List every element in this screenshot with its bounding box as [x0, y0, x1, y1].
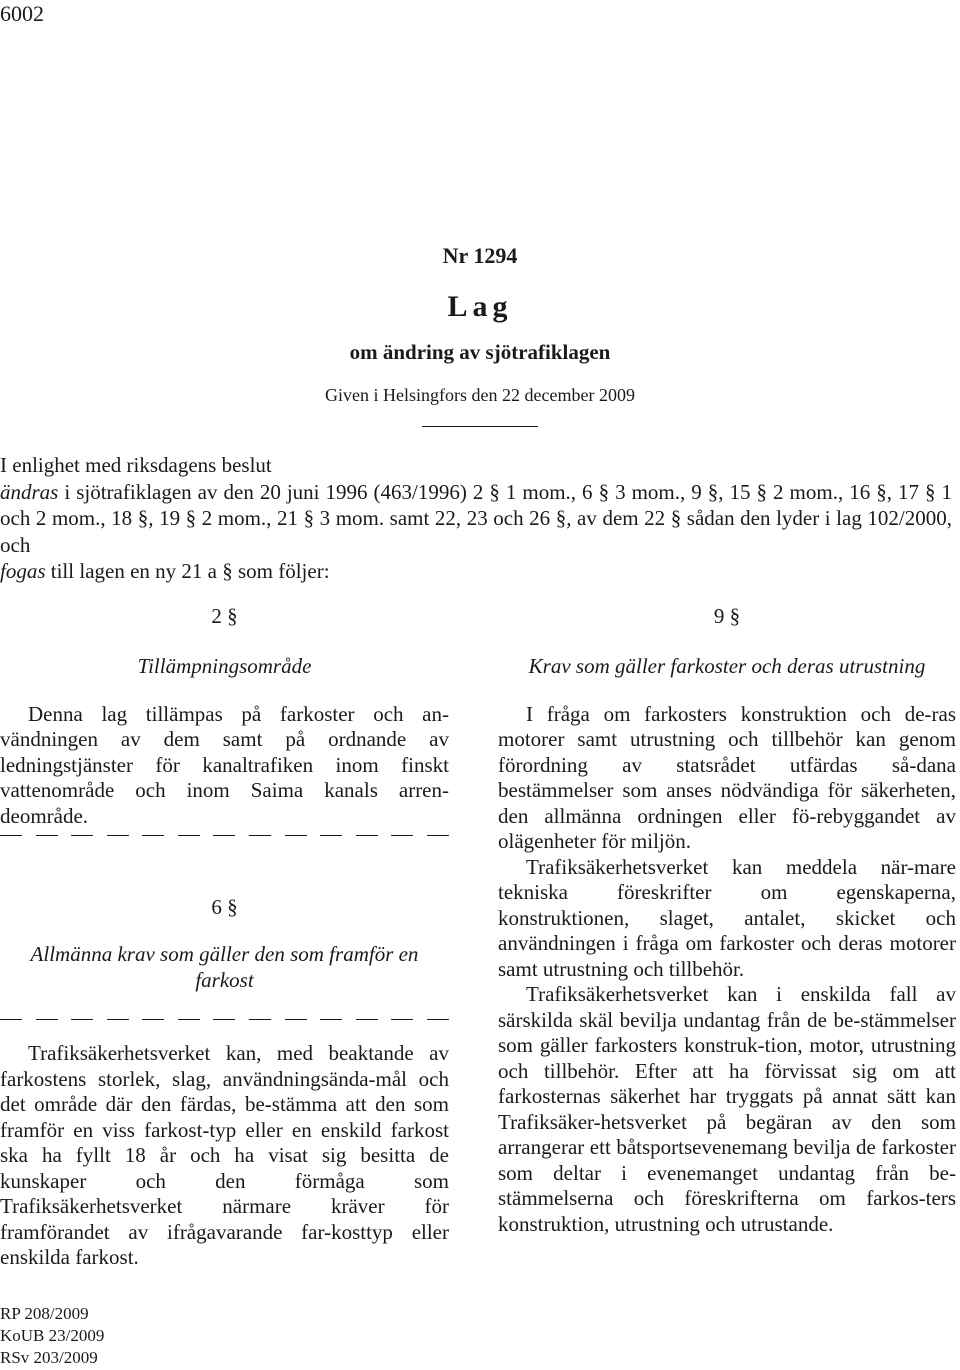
- section-2-number: 2 §: [211, 604, 238, 628]
- preamble-fogas: [0, 558, 952, 585]
- reference-rp: RP 208/2009: [0, 1304, 89, 1323]
- preamble: [0, 452, 952, 585]
- statute-subtitle: om ändring av sjötrafiklagen: [349, 340, 611, 364]
- section-9-number: 9 §: [713, 604, 741, 628]
- fogas-keyword: fogas: [0, 559, 46, 583]
- reference-rsv: RSv 203/2009: [0, 1348, 98, 1367]
- section-9-paragraph-3: Trafiksäkerhetsverket kan i enskilda fall av särskilda skäl bevilja undantag från de be-stämmelser som gäller farkosters konstruk-tion, motor, utrustning och tillbehör. Efter att ha förvissat sig om att farkosternas säkerhet har tryggats på annat sätt kan Trafiksäker-hetsverket på begäran av den som arrangerar ett båtsportsevenemang bevilja de farkoster som deltar i evenemanget undantag från be-stämmelserna och föreskrifterna om farkos-ters konstruktion, utrustning och utrustande.: [498, 982, 956, 1236]
- page-number: 6002: [0, 1, 44, 26]
- section-6-heading: Allmänna krav som gäller den som framför en farkost: [30, 942, 419, 992]
- right-column: [498, 602, 956, 1237]
- section-6-number: 6 §: [211, 895, 238, 919]
- section-9-paragraph-2: Trafiksäkerhetsverket kan meddela när-mare tekniska föreskrifter om egenskaperna, konstruktionen, slaget, antalet, skicket och användningen i fråga om farkoster och deras motorer samt utrustning och tillbehör.: [498, 854, 956, 981]
- legislative-references: [0, 1303, 104, 1369]
- section-2-text: Denna lag tillämpas på farkoster och an-vändningen av dem samt på ordnande av ledningstjänster för kanaltrafiken inom finskt vattenområde och inom Saima kanals arren-deområde.: [0, 701, 449, 828]
- andras-keyword: ändras: [0, 479, 59, 504]
- statute-title: Lag: [447, 290, 513, 323]
- left-column: [0, 602, 449, 1271]
- section-9-paragraph-1: I fråga om farkosters konstruktion och de-ras motorer samt utrustning och tillbehör kan genom förordning av statsrådet utfärdas så-dana bestämmelser som anses nödvändiga för säkerheten, den allmänna ordningen eller fö-rebyggandet av olägenheter för miljön.: [498, 701, 956, 853]
- given-date: Given i Helsingfors den 22 december 2009: [325, 385, 635, 405]
- section-9-heading: Krav som gäller farkoster och deras utrustning: [528, 654, 926, 678]
- preamble-line1: I enlighet med riksdagens beslut: [0, 453, 272, 477]
- fogas-text: till lagen en ny 21 a § som följer:: [50, 559, 330, 583]
- statute-number: Nr 1294: [442, 243, 518, 268]
- section-2-heading: Tillämpningsområde: [137, 654, 312, 678]
- preamble-andras: [0, 479, 952, 559]
- section-6-text: Trafiksäkerhetsverket kan, med beaktande av farkostens storlek, slag, användningsända-mål och det område där den färdas, be-stämma att den som framför en viss farkost-typ eller en enskild farkost ska ha fyllt 18 år och ha visat sig besitta de kunskaper och den förmåga som Trafiksäkerhetsverket närmare kräver för framförandet av ifrågavarande far-kosttyp eller enskilda farkost.: [0, 1041, 449, 1269]
- reference-koub: KoUB 23/2009: [0, 1326, 105, 1345]
- andras-text: i sjötrafiklagen av den 20 juni 1996 (463/1996) 2 § 1 mom., 6 § 3 mom., 9 §, 15 § 2 mom., 16 §, 17 § 1 och 2 mom., 18 §, 19 § 2 mom., 21 § 3 mom. samt 22, 23 och 26 §, av dem 22 § sådan den lyder i lag 102/2000, och: [0, 479, 953, 557]
- header-divider: [422, 426, 538, 427]
